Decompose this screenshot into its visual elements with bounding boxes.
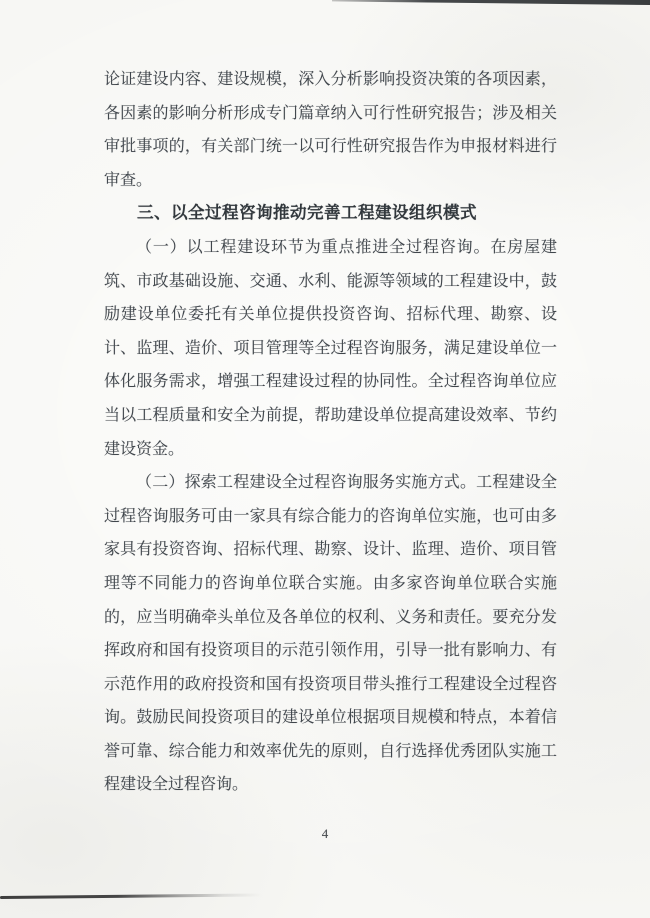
paragraph-continuation: 论证建设内容、建设规模，深入分析影响投资决策的各项因素，各因素的影响分析形成专门篇章纳入可行性研究报告；涉及相关审批事项的，有关部门统一以可行性研究报告作为申报材料进行审查。	[104, 71, 557, 189]
paragraph-item-1: （一）以工程建设环节为重点推进全过程咨询。在房屋建筑、市政基础设施、交通、水利、能源等领域的工程建设中，鼓励建设单位委托有关单位提供投资咨询、招标代理、勘察、设计、监理、造价、项目管理等全过程咨询服务，满足建设单位一体化服务需求，增强工程建设过程的协同性。全过程咨询单位应当以工程质量和安全为前提，帮助建设单位提高建设效率、节约建设资金。	[104, 238, 557, 458]
scan-artifact-top-edge	[332, 0, 650, 5]
section-heading: 三、以全过程咨询推动完善工程建设组织模式	[137, 204, 477, 223]
page-number: 4	[321, 826, 329, 841]
document-text-block	[104, 63, 557, 802]
scan-artifact-bottom-line	[0, 893, 262, 899]
paragraph-item-2: （二）探索工程建设全过程咨询服务实施方式。工程建设全过程咨询服务可由一家具有综合能力的咨询单位实施，也可由多家具有投资咨询、招标代理、勘察、设计、监理、造价、项目管理等不同能力的咨询单位联合实施。由多家咨询单位联合实施的，应当明确牵头单位及各单位的权利、义务和责任。要充分发挥政府和国有投资项目的示范引领作用，引导一批有影响力、有示范作用的政府投资和国有投资项目带头推行工程建设全过程咨询。鼓励民间投资项目的建设单位根据项目规模和特点，本着信誉可靠、综合能力和效率优先的原则，自行选择优秀团队实施工程建设全过程咨询。	[104, 474, 557, 794]
